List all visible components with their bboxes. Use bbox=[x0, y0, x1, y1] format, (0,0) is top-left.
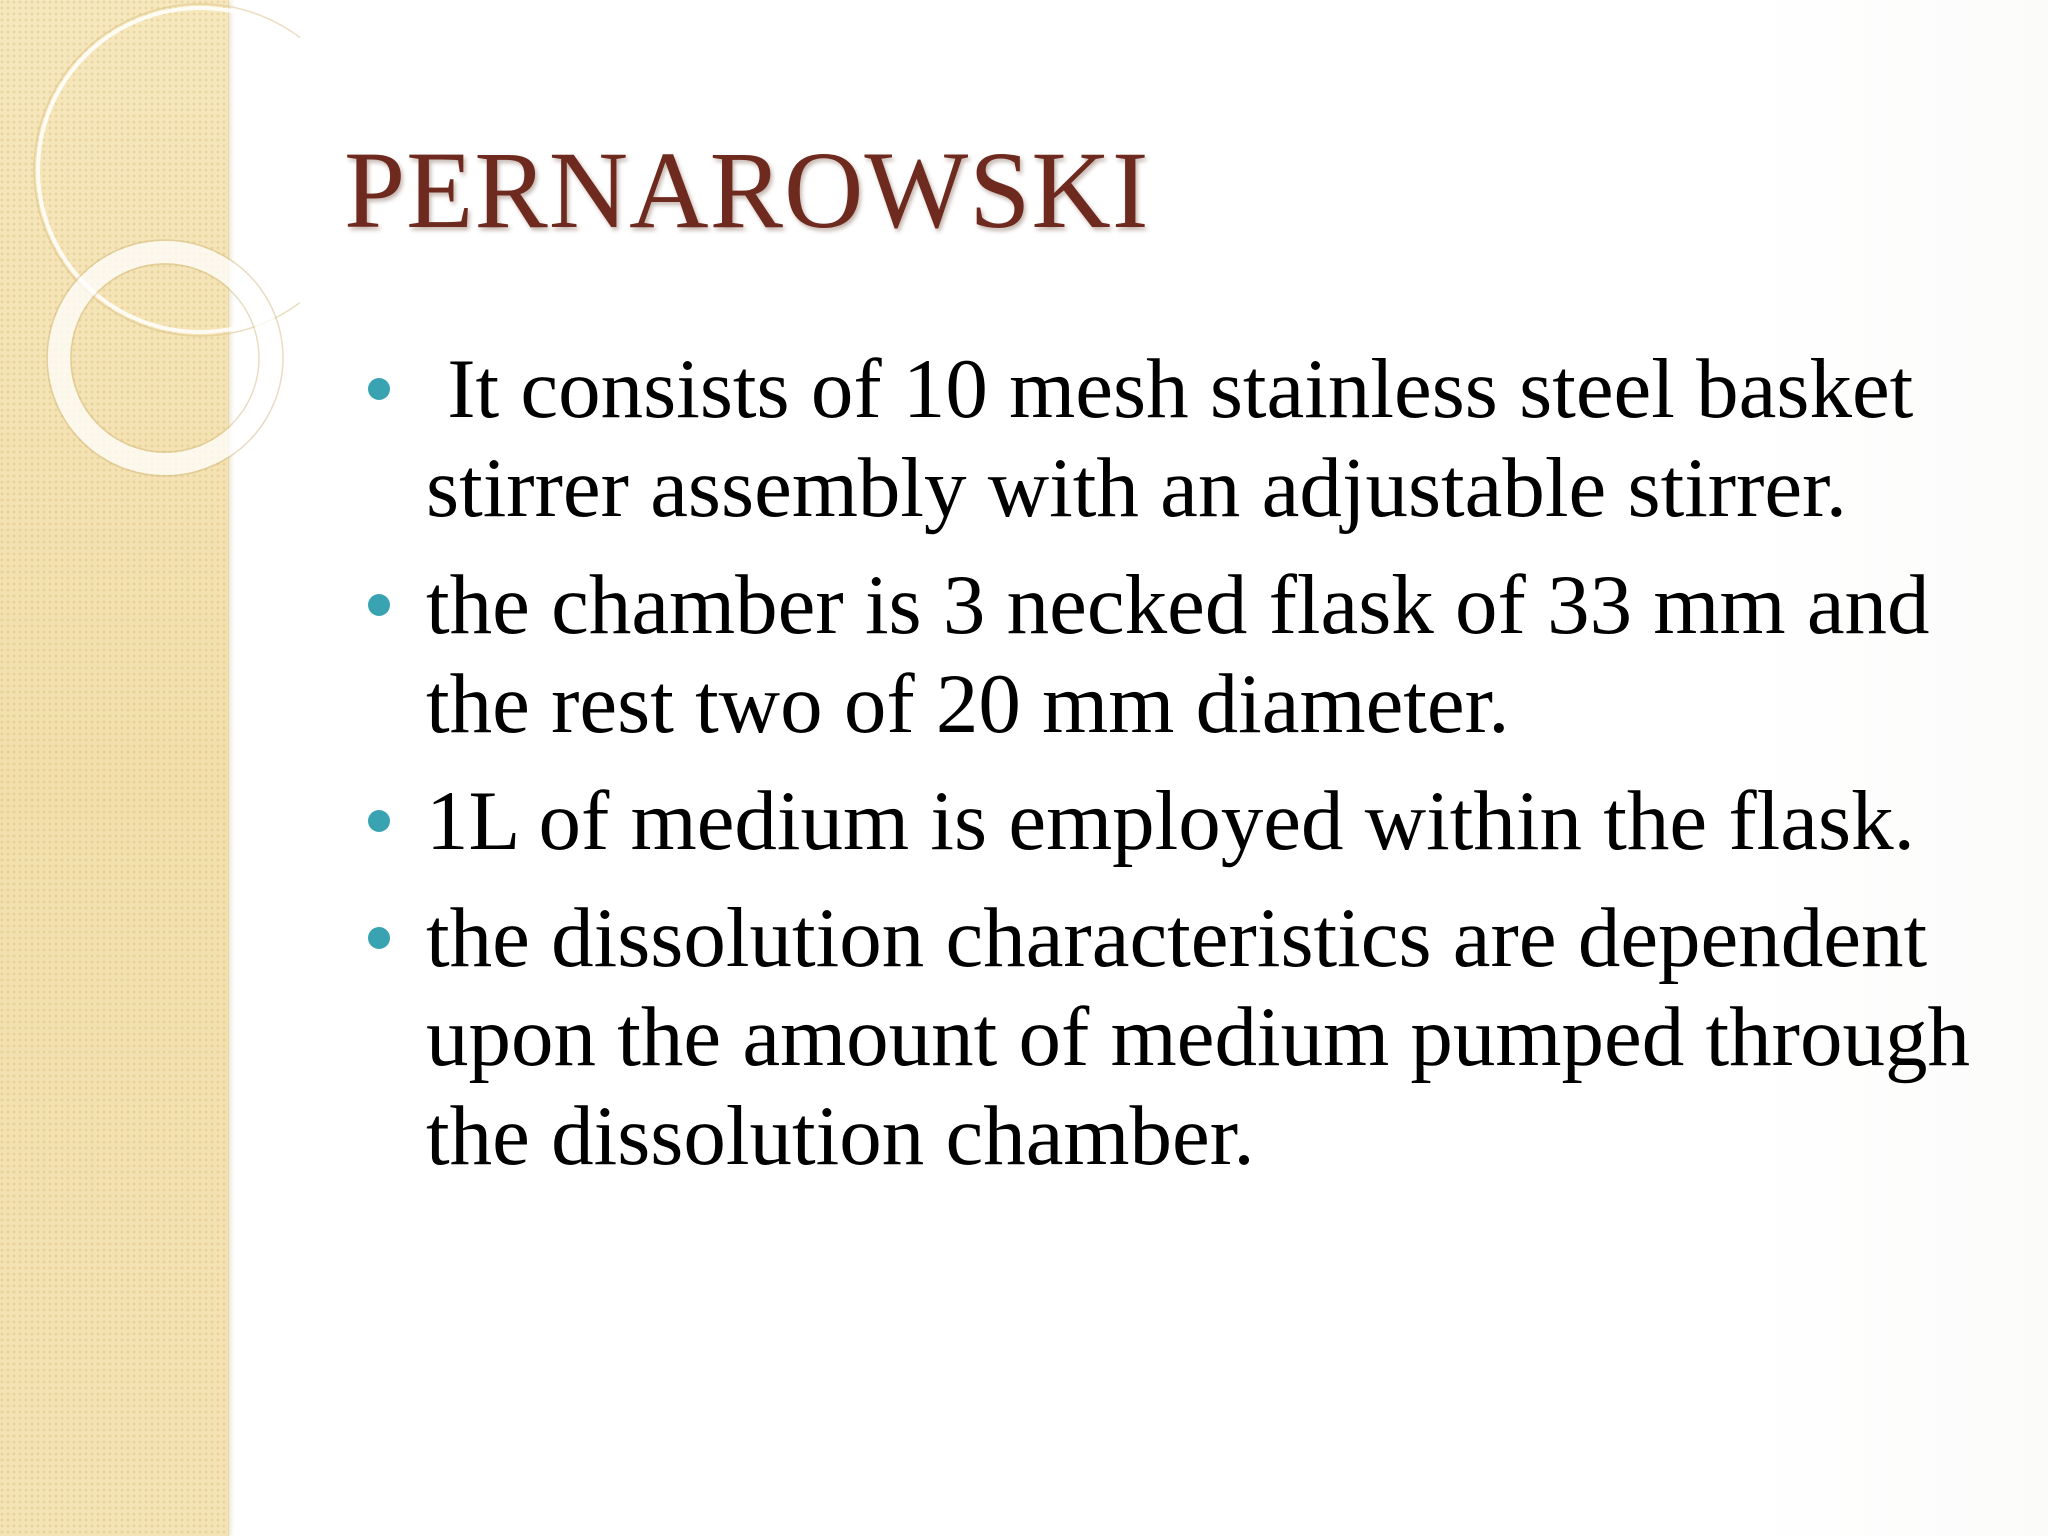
bullet-text: the chamber is 3 necked flask of 33 mm and the rest two of 20 mm diameter. bbox=[426, 558, 1930, 751]
bullet-item bbox=[360, 340, 1980, 538]
bullet-text: 1L of medium is employed within the flask. bbox=[426, 774, 1915, 868]
bullet-item bbox=[360, 889, 1980, 1186]
slide-title: PERNAROWSKI bbox=[344, 129, 1150, 251]
bullet-list bbox=[360, 340, 1980, 1204]
bullet-marker-icon bbox=[368, 378, 390, 400]
decorative-rings-graphic bbox=[0, 0, 300, 520]
bullet-item bbox=[360, 772, 1980, 871]
bullet-marker-icon bbox=[368, 810, 390, 832]
decorative-ring-thick-inner bbox=[71, 264, 259, 452]
bullet-marker-icon bbox=[368, 594, 390, 616]
decorative-ring-thick bbox=[59, 252, 271, 464]
bullet-text: the dissolution characteristics are dependent upon the amount of medium pumped through the dissolution chamber. bbox=[426, 891, 1970, 1183]
bullet-item bbox=[360, 556, 1980, 754]
bullet-text: It consists of 10 mesh stainless steel basket stirrer assembly with an adjustable stirrer. bbox=[426, 342, 1935, 535]
bullet-marker-icon bbox=[368, 927, 390, 949]
